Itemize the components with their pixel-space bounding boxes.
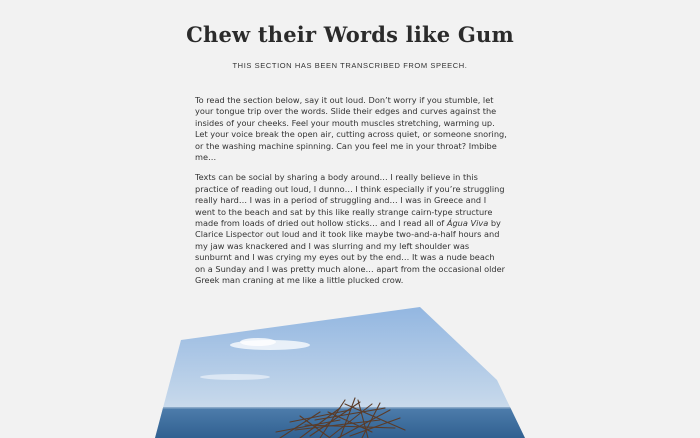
- cloud: [240, 338, 276, 346]
- paragraph-intro: To read the section below, say it out loud. Don’t worry if you stumble, let your tongue trip over the words. Slide their edges and curves against the insides of your cheeks. Feel your mouth muscles stretching, warming up. Let your voice break the open air, cutting across quiet, or someone snoring, or the washing machine spinning. Can you feel me in your throat? Imbibe me…: [195, 95, 507, 163]
- book-title: Água Viva: [446, 218, 489, 229]
- paragraph-transcript-part-1: Texts can be social by sharing a body around… I really believe in this practice of reading out loud, I dunno… I think especially if you’re struggling really hard… I was in a period of struggling and… I was in Greece and I went to the beach and sat by this like really strange cairn-type structure made from loads of dried out hollow sticks… and I read all of: [195, 172, 505, 229]
- page-subtitle: THIS SECTION HAS BEEN TRANSCRIBED FROM SPEECH.: [232, 61, 468, 70]
- cloud: [200, 374, 270, 380]
- paragraph-transcript-part-2: by Clarice Lispector out loud and it took like maybe two-and-a-half hours and my jaw was knackered and I was slurring and my left shoulder was sunburnt and I was crying my eyes out by the end… It was a nude beach on a Sunday and I was pretty much alone… apart from the occasional older Greek man craning at me like a little plucked crow.: [195, 218, 505, 286]
- page-title: Chew their Words like Gum: [186, 22, 514, 47]
